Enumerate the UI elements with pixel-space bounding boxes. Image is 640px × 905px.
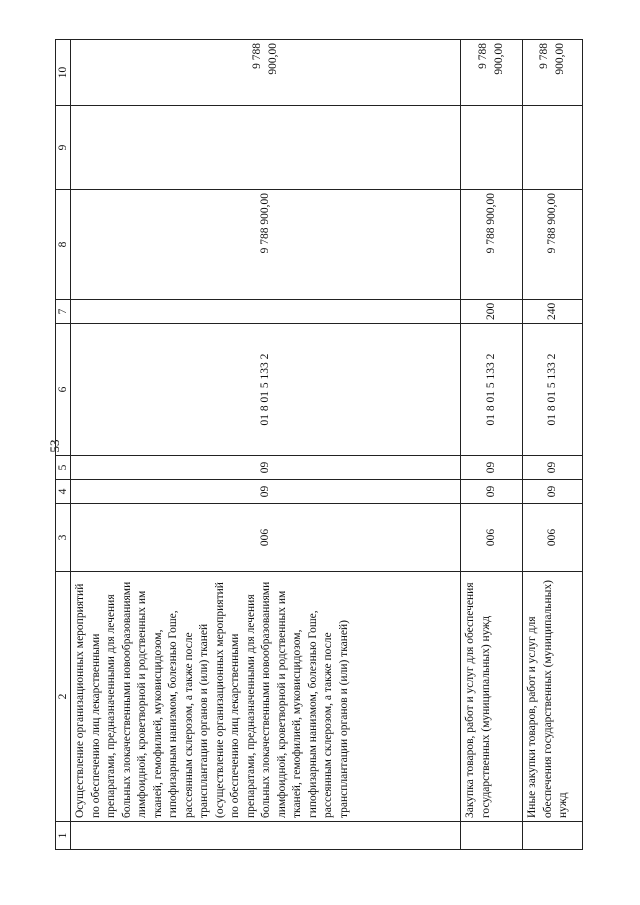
- col-header-4: 4: [56, 480, 71, 504]
- row-amount-3: 9 788 900,00: [461, 40, 523, 106]
- col-header-7: 7: [56, 300, 71, 324]
- col-header-8: 8: [56, 190, 71, 300]
- row-index: [71, 822, 461, 850]
- col-header-5: 5: [56, 456, 71, 480]
- budget-table: [55, 39, 583, 850]
- row-rz: 09: [461, 480, 523, 504]
- row-amount-1: 9 788 900,00: [523, 190, 583, 300]
- table-row: [71, 40, 461, 850]
- budget-table-rotated: [55, 40, 580, 850]
- col-header-2: 2: [56, 572, 71, 822]
- row-grbs: 006: [523, 504, 583, 572]
- col-header-3: 3: [56, 504, 71, 572]
- table-row: [523, 40, 583, 850]
- row-vr: [71, 300, 461, 324]
- row-amount-3: 9 788 900,00: [71, 40, 461, 106]
- row-name: Иные закупки товаров, работ и услуг для обеспечения государственных (муниципальных) нужд: [523, 572, 583, 822]
- col-header-1: 1: [56, 822, 71, 850]
- row-csr: 01 8 01 5 133 2: [71, 324, 461, 456]
- col-header-10: 10: [56, 40, 71, 106]
- row-amount-2: [523, 106, 583, 190]
- row-vr: 200: [461, 300, 523, 324]
- row-index: [523, 822, 583, 850]
- row-amount-2: [71, 106, 461, 190]
- column-number-row: [56, 40, 71, 850]
- row-index: [461, 822, 523, 850]
- row-rz: 09: [523, 480, 583, 504]
- row-pr: 09: [461, 456, 523, 480]
- table-row: [461, 40, 523, 850]
- row-grbs: 006: [461, 504, 523, 572]
- row-pr: 09: [71, 456, 461, 480]
- row-rz: 09: [71, 480, 461, 504]
- row-vr: 240: [523, 300, 583, 324]
- row-csr: 01 8 01 5 133 2: [461, 324, 523, 456]
- row-name: Осуществление организационных мероприятий по обеспечению лиц лекарственными препаратами, предназначенными для лечения больных злокачественными новообразованиями лимфоидной, кроветворной и родственных им тканей, гемофилией, муковисцидозом, гипофизарным нанизмом, болезнью Гоше, рассеянным склерозом, а также после трансплантации органов и (или) тканей (осуществление организационных мероприятий по обеспечению лиц лекарственными препаратами, предназначенными для лечения больных злокачественными новообразованиями лимфоидной, кроветворной и родственных им тканей, гемофилией, муковисцидозом, гипофизарным нанизмом, болезнью Гоше, рассеянным склерозом, а также после трансплантации органов и (или) тканей): [71, 572, 461, 822]
- row-amount-2: [461, 106, 523, 190]
- row-amount-3: 9 788 900,00: [523, 40, 583, 106]
- col-header-9: 9: [56, 106, 71, 190]
- row-name: Закупка товаров, работ и услуг для обеспечения государственных (муниципальных) нужд: [461, 572, 523, 822]
- row-amount-1: 9 788 900,00: [71, 190, 461, 300]
- page-number: 53: [47, 439, 62, 453]
- row-amount-1: 9 788 900,00: [461, 190, 523, 300]
- row-pr: 09: [523, 456, 583, 480]
- col-header-6: 6: [56, 324, 71, 456]
- row-grbs: 006: [71, 504, 461, 572]
- row-csr: 01 8 01 5 133 2: [523, 324, 583, 456]
